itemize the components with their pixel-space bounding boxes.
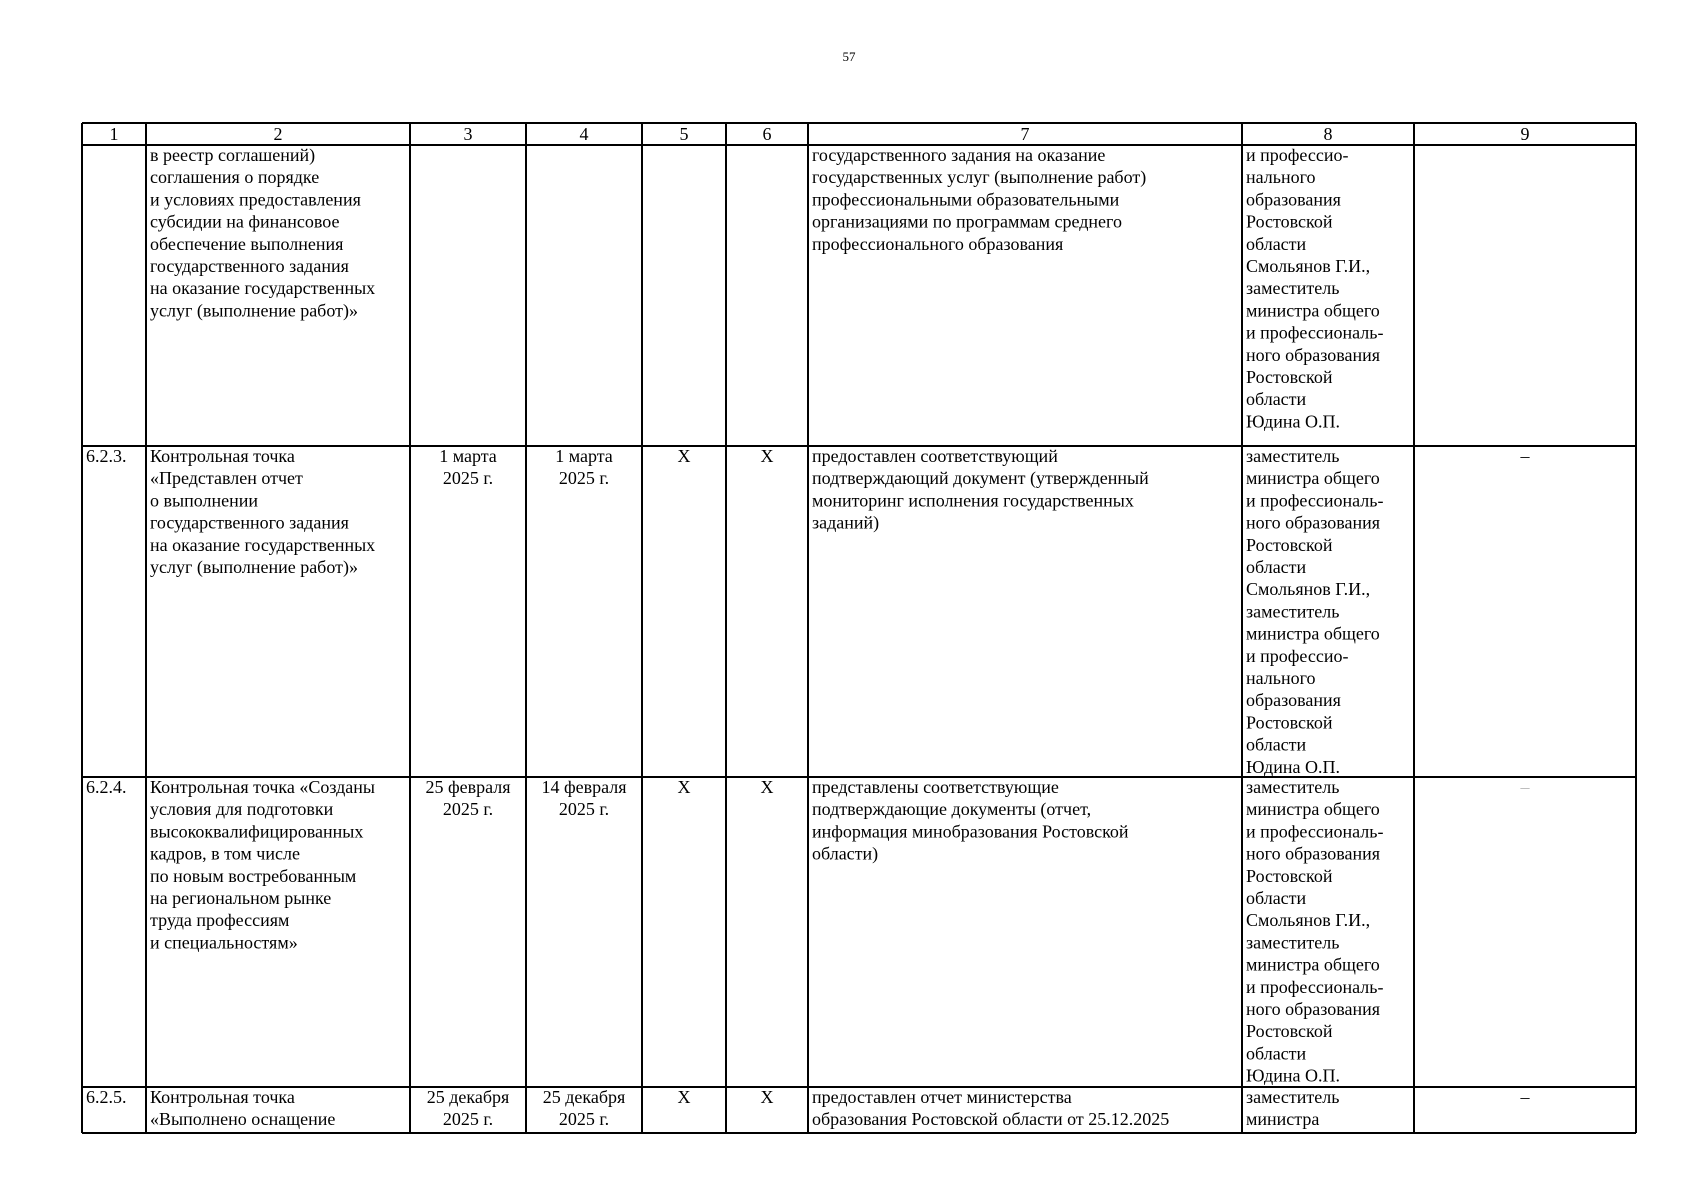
cell-result: мониторинг исполнения государственных (812, 490, 1134, 511)
cell-responsible: и профессиональ- (1246, 490, 1384, 511)
cell-responsible: Ростовской (1246, 865, 1333, 886)
cell-plan-date: 25 декабря (426, 1087, 510, 1107)
cell-result: области) (812, 843, 879, 864)
column-header-5: 5 (679, 124, 689, 144)
cell-result: подтверждающие документы (отчет, (812, 799, 1092, 820)
cell-responsible: заместитель (1246, 932, 1340, 953)
cell-responsible: ного образования (1246, 843, 1381, 864)
cell-name: и специальностям» (150, 932, 298, 953)
cell-responsible: Смольянов Г.И., (1246, 910, 1371, 931)
cell-responsible: области (1246, 389, 1307, 410)
cell-name: по новым востребованным (150, 865, 357, 886)
cell-responsible: Ростовской (1246, 534, 1333, 555)
cell-responsible: области (1246, 557, 1307, 577)
cell-number: 6.2.5. (86, 1087, 127, 1107)
cell-name: труда профессиям (150, 910, 290, 931)
cell-fact-date: 25 декабря (542, 1087, 626, 1107)
cell-result: государственного задания на оказание (812, 145, 1106, 165)
cell-plan-date: 25 февраля (425, 777, 511, 797)
cell-result: профессионального образования (812, 233, 1064, 254)
cell-plan-date: 1 марта (439, 446, 497, 466)
cell-name: кадров, в том числе (150, 843, 300, 864)
cell-col5: Х (677, 446, 691, 466)
cell-fact-date: 14 февраля (541, 777, 627, 797)
cell-name: Контрольная точка (150, 1087, 295, 1107)
cell-responsible: заместитель (1246, 278, 1340, 299)
cell-responsible: и профессио- (1246, 645, 1349, 666)
cell-note: – (1520, 1087, 1530, 1107)
cell-responsible: заместитель (1246, 777, 1340, 797)
cell-name: государственного задания (150, 256, 349, 276)
cell-responsible: области (1246, 1043, 1307, 1064)
cell-result: заданий) (812, 512, 880, 533)
cell-result: профессиональными образовательными (812, 189, 1120, 210)
cell-responsible: и профессиональ- (1246, 976, 1384, 997)
cell-responsible: и профессиональ- (1246, 821, 1384, 842)
cell-plan-date: 2025 г. (442, 799, 494, 820)
cell-plan-date: 2025 г. (442, 468, 494, 489)
cell-name: соглашения о порядке (150, 167, 320, 188)
cell-result: образования Ростовской области от 25.12.2025 (812, 1109, 1170, 1130)
cell-col6: Х (760, 777, 774, 797)
cell-responsible: нального (1246, 167, 1316, 188)
cell-result: организациями по программам среднего (812, 211, 1122, 232)
cell-name: и условиях предоставления (150, 189, 361, 210)
cell-responsible: Ростовской (1246, 211, 1333, 232)
cell-responsible: области (1246, 888, 1307, 908)
cell-name: государственного задания (150, 512, 349, 533)
cell-responsible: ного образования (1246, 344, 1381, 365)
page-number: 57 (842, 49, 856, 64)
cell-fact-date: 2025 г. (558, 799, 610, 820)
cell-name: Контрольная точка (150, 446, 295, 466)
cell-responsible: министра (1246, 1109, 1320, 1130)
column-header-4: 4 (579, 124, 589, 144)
cell-responsible: Ростовской (1246, 712, 1333, 733)
cell-name: «Выполнено оснащение (150, 1109, 336, 1130)
cell-responsible: и профессио- (1246, 145, 1349, 165)
cell-name: услуг (выполнение работ)» (150, 300, 358, 321)
cell-responsible: ного образования (1246, 512, 1381, 533)
cell-responsible: образования (1246, 189, 1341, 210)
cell-result: государственных услуг (выполнение работ) (812, 167, 1147, 188)
cell-name: услуг (выполнение работ)» (150, 557, 358, 577)
cell-name: о выполнении (150, 490, 258, 511)
cell-col6: Х (760, 446, 774, 466)
cell-name: обеспечение выполнения (150, 233, 344, 254)
cell-result: подтверждающий документ (утвержденный (812, 468, 1149, 489)
cell-responsible: и профессиональ- (1246, 322, 1384, 343)
cell-responsible: нального (1246, 668, 1316, 688)
cell-result: предоставлен соответствующий (812, 446, 1058, 466)
cell-responsible: Юдина О.П. (1246, 756, 1340, 777)
cell-responsible: министра общего (1246, 468, 1380, 489)
cell-responsible: Смольянов Г.И., (1246, 256, 1371, 276)
cell-col5: Х (677, 777, 691, 797)
cell-col5: Х (677, 1087, 691, 1107)
cell-result: предоставлен отчет министерства (812, 1087, 1072, 1107)
cell-name: высококвалифицированных (150, 821, 364, 842)
column-header-2: 2 (273, 124, 283, 144)
cell-name: на оказание государственных (150, 534, 376, 555)
cell-fact-date: 2025 г. (558, 1109, 610, 1130)
cell-fact-date: 1 марта (555, 446, 613, 466)
cell-responsible: области (1246, 734, 1307, 755)
cell-responsible: Юдина О.П. (1246, 411, 1340, 432)
cell-col6: Х (760, 1087, 774, 1107)
cell-name: условия для подготовки (150, 799, 334, 820)
cell-responsible: заместитель (1246, 1087, 1340, 1107)
cell-result: представлены соответствующие (812, 777, 1059, 797)
column-header-6: 6 (762, 124, 772, 144)
cell-responsible: Юдина О.П. (1246, 1065, 1340, 1086)
cell-responsible: заместитель (1246, 446, 1340, 466)
cell-name: субсидии на финансовое (150, 211, 340, 232)
cell-name: в реестр соглашений) (150, 145, 316, 165)
cell-plan-date: 2025 г. (442, 1109, 494, 1130)
column-header-9: 9 (1520, 124, 1530, 144)
cell-responsible: заместитель (1246, 601, 1340, 622)
cell-responsible: министра общего (1246, 300, 1380, 321)
cell-responsible: образования (1246, 690, 1341, 711)
cell-number: 6.2.4. (86, 777, 127, 797)
cell-note: – (1520, 777, 1530, 797)
cell-result: информация минобразования Ростовской (812, 821, 1129, 842)
column-header-1: 1 (109, 124, 119, 144)
cell-name: на оказание государственных (150, 278, 376, 299)
cell-note: – (1520, 446, 1530, 466)
column-header-3: 3 (463, 124, 473, 144)
cell-responsible: Ростовской (1246, 1021, 1333, 1042)
cell-name: на региональном рынке (150, 888, 332, 908)
cell-responsible: министра общего (1246, 954, 1380, 975)
cell-fact-date: 2025 г. (558, 468, 610, 489)
cell-responsible: Смольянов Г.И., (1246, 579, 1371, 600)
column-header-7: 7 (1020, 124, 1030, 144)
column-header-8: 8 (1323, 124, 1333, 144)
cell-responsible: министра общего (1246, 623, 1380, 644)
cell-name: «Представлен отчет (150, 468, 303, 489)
cell-name: Контрольная точка «Созданы (150, 777, 376, 797)
cell-responsible: министра общего (1246, 799, 1380, 820)
cell-responsible: Ростовской (1246, 367, 1333, 387)
cell-number: 6.2.3. (86, 446, 127, 466)
cell-responsible: области (1246, 233, 1307, 254)
cell-responsible: ного образования (1246, 999, 1381, 1019)
